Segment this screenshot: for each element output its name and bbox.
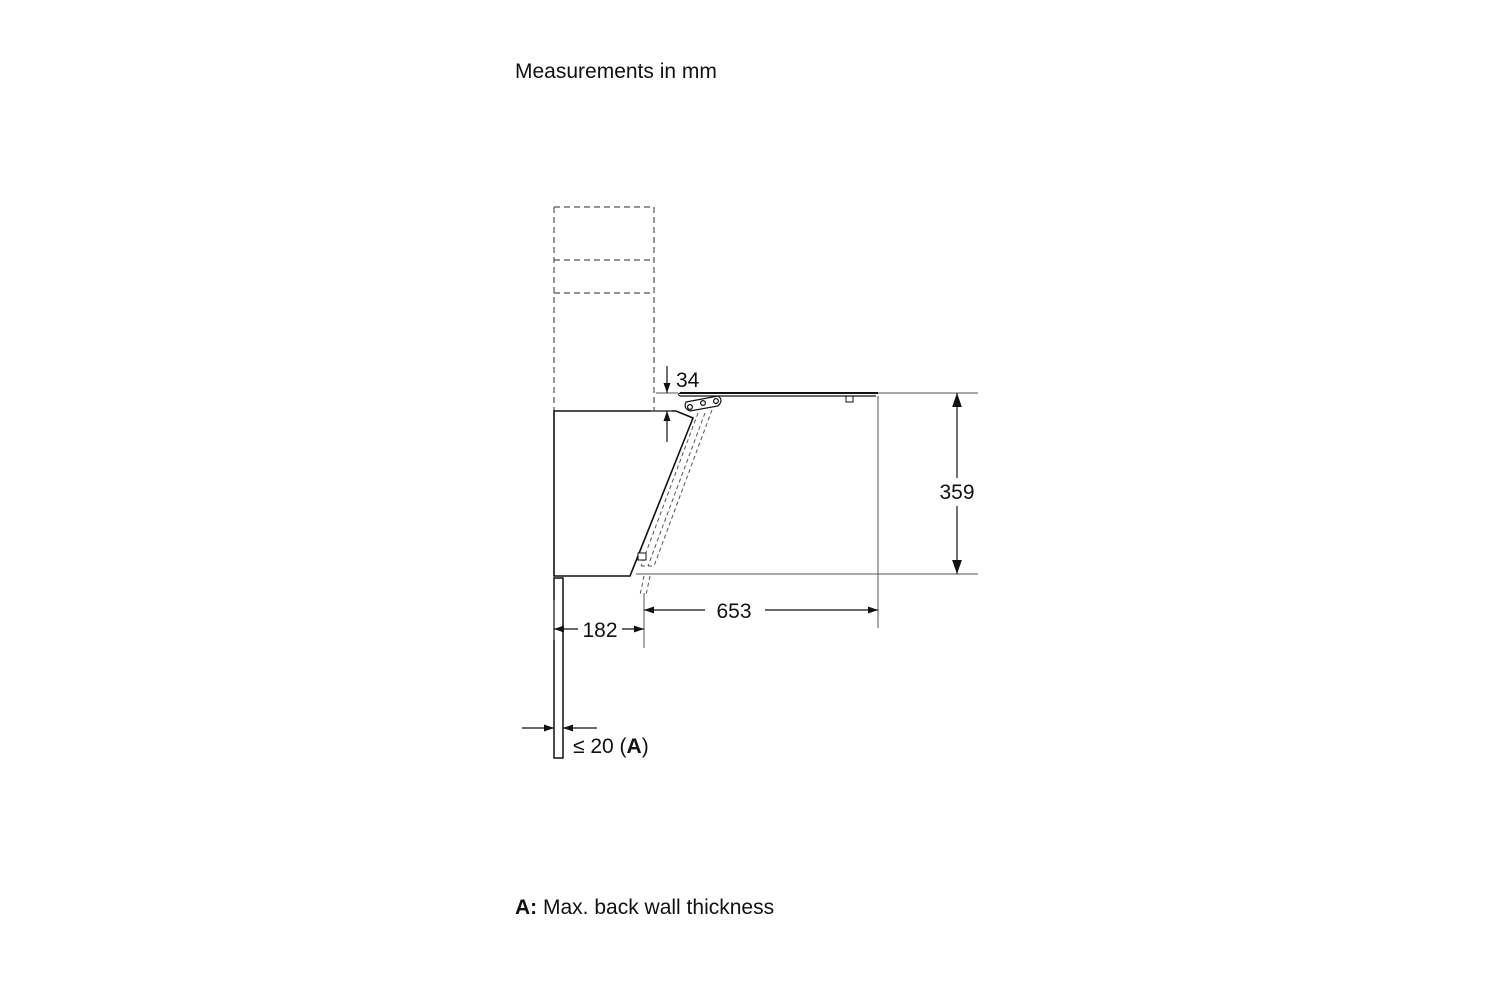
hood-body-outline bbox=[554, 411, 693, 576]
wall-thickness-key: A bbox=[626, 735, 642, 758]
depth-label: 653 bbox=[716, 600, 752, 623]
hinge-icon bbox=[685, 396, 721, 411]
footnote-text: Max. back wall thickness bbox=[537, 896, 775, 919]
wall-distance-label: 182 bbox=[582, 619, 618, 642]
back-wall bbox=[554, 578, 563, 758]
measurements-heading: Measurements in mm bbox=[515, 60, 717, 83]
swing-arm-dashed bbox=[640, 410, 712, 595]
chimney-duct-dashed bbox=[554, 207, 654, 411]
glass-offset-label: 34 bbox=[676, 369, 700, 392]
footnote-key: A: bbox=[515, 896, 538, 919]
legend-footnote bbox=[515, 896, 774, 920]
height-label: 359 bbox=[939, 481, 975, 504]
wall-thickness-value: ≤ 20 ( bbox=[573, 735, 627, 758]
wall-thickness-close: ) bbox=[641, 735, 649, 758]
swing-arm-foot bbox=[638, 553, 646, 560]
wall-thickness-label bbox=[573, 735, 649, 758]
